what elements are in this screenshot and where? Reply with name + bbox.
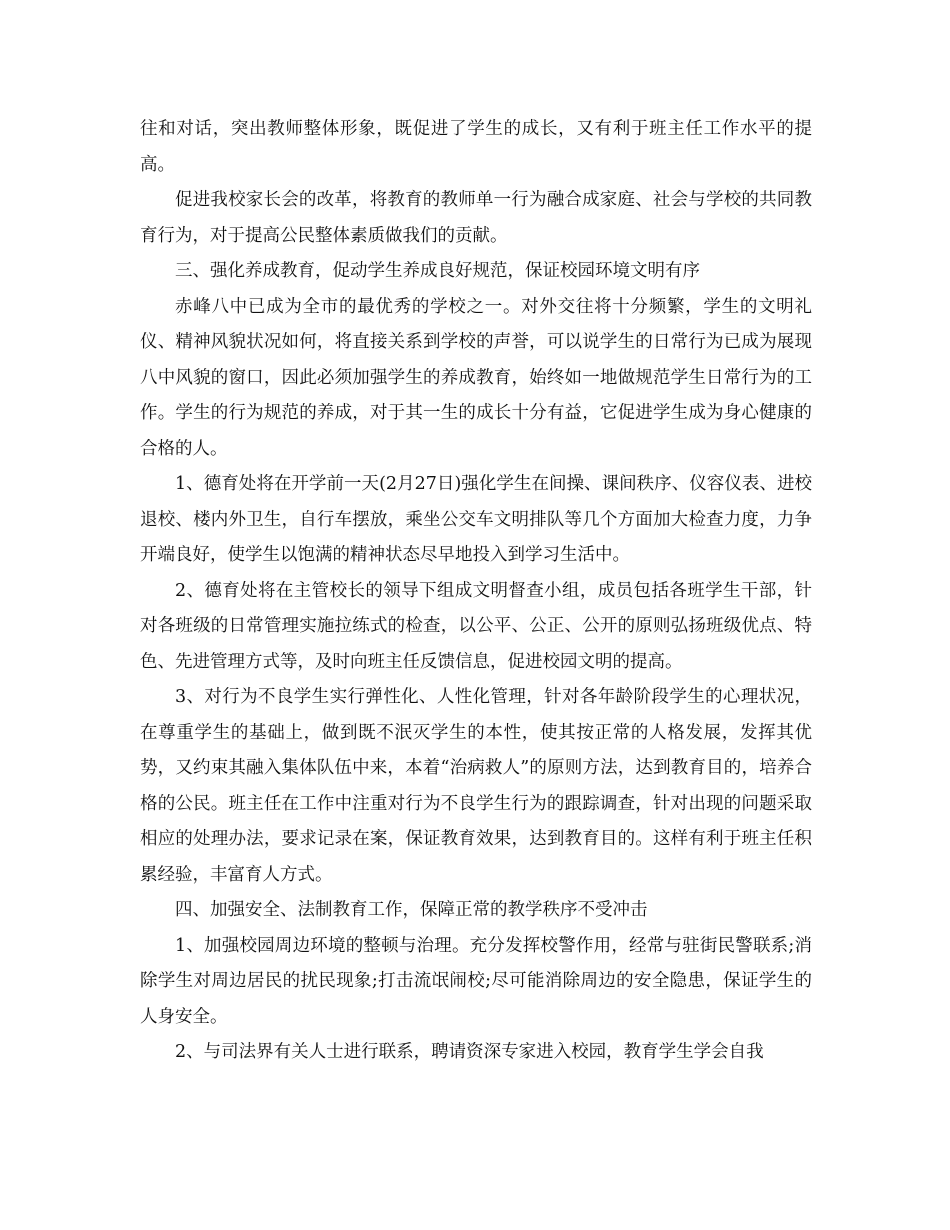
document-body bbox=[140, 112, 812, 1071]
list-item-1: 1、德育处将在开学前一天(2月27日)强化学生在间操、课间秩序、仪容仪表、进校退校、楼内外卫生，自行车摆放，乘坐公交车文明排队等几个方面加大检查力度，力争开端良好，使学生以饱满的精神状态尽早地投入到学习生活中。 bbox=[140, 474, 812, 565]
list-item-5: 2、与司法界有关人士进行联系，聘请资深专家进入校园，教育学生学会自我 bbox=[175, 1042, 764, 1062]
list-item-4: 1、加强校园周边环境的整顿与治理。充分发挥校警作用，经常与驻街民警联系;消除学生对周边居民的扰民现象;打击流氓闹校;尽可能消除周边的安全隐患，保证学生的人身安全。 bbox=[140, 935, 812, 1027]
list-item-3: 3、对行为不良学生实行弹性化、人性化管理，针对各年龄阶段学生的心理状况，在尊重学生的基础上，做到既不泯灭学生的本性，使其按正常的人格发展，发挥其优势，又约束其融入集体队伍中来，本着“治病救人”的原则方法，达到教育目的，培养合格的公民。班主任在工作中注重对行为不良学生行为的跟踪调查，针对出现的问题采取相应的处理办法，要求记录在案，保证教育效果，达到教育目的。这样有利于班主任积累经验，丰富育人方式。 bbox=[140, 687, 812, 885]
paragraph-4: 赤峰八中已成为全市的最优秀的学校之一。对外交往将十分频繁，学生的文明礼仪、精神风貌状况如何，将直接关系到学校的声誉，可以说学生的日常行为已成为展现八中风貌的窗口，因此必须加强学生的养成教育，始终如一地做规范学生日常行为的工作。学生的行为规范的养成，对于其一生的成长十分有益，它促进学生成为身心健康的合格的人。 bbox=[140, 296, 812, 459]
list-item-2: 2、德育处将在主管校长的领导下组成文明督查小组，成员包括各班学生干部，针对各班级的日常管理实施拉练式的检查，以公平、公正、公开的原则弘扬班级优点、特色、先进管理方式等，及时向班主任反馈信息，促进校园文明的提高。 bbox=[140, 580, 812, 672]
section-heading-4: 四、加强安全、法制教育工作，保障正常的教学秩序不受冲击 bbox=[175, 900, 648, 920]
section-heading-3: 三、强化养成教育，促动学生养成良好规范，保证校园环境文明有序 bbox=[175, 261, 700, 281]
paragraph-1: 往和对话，突出教师整体形象，既促进了学生的成长，又有利于班主任工作水平的提高。 bbox=[140, 119, 812, 175]
paragraph-2: 促进我校家长会的改革，将教育的教师单一行为融合成家庭、社会与学校的共同教育行为，对于提高公民整体素质做我们的贡献。 bbox=[140, 190, 812, 246]
